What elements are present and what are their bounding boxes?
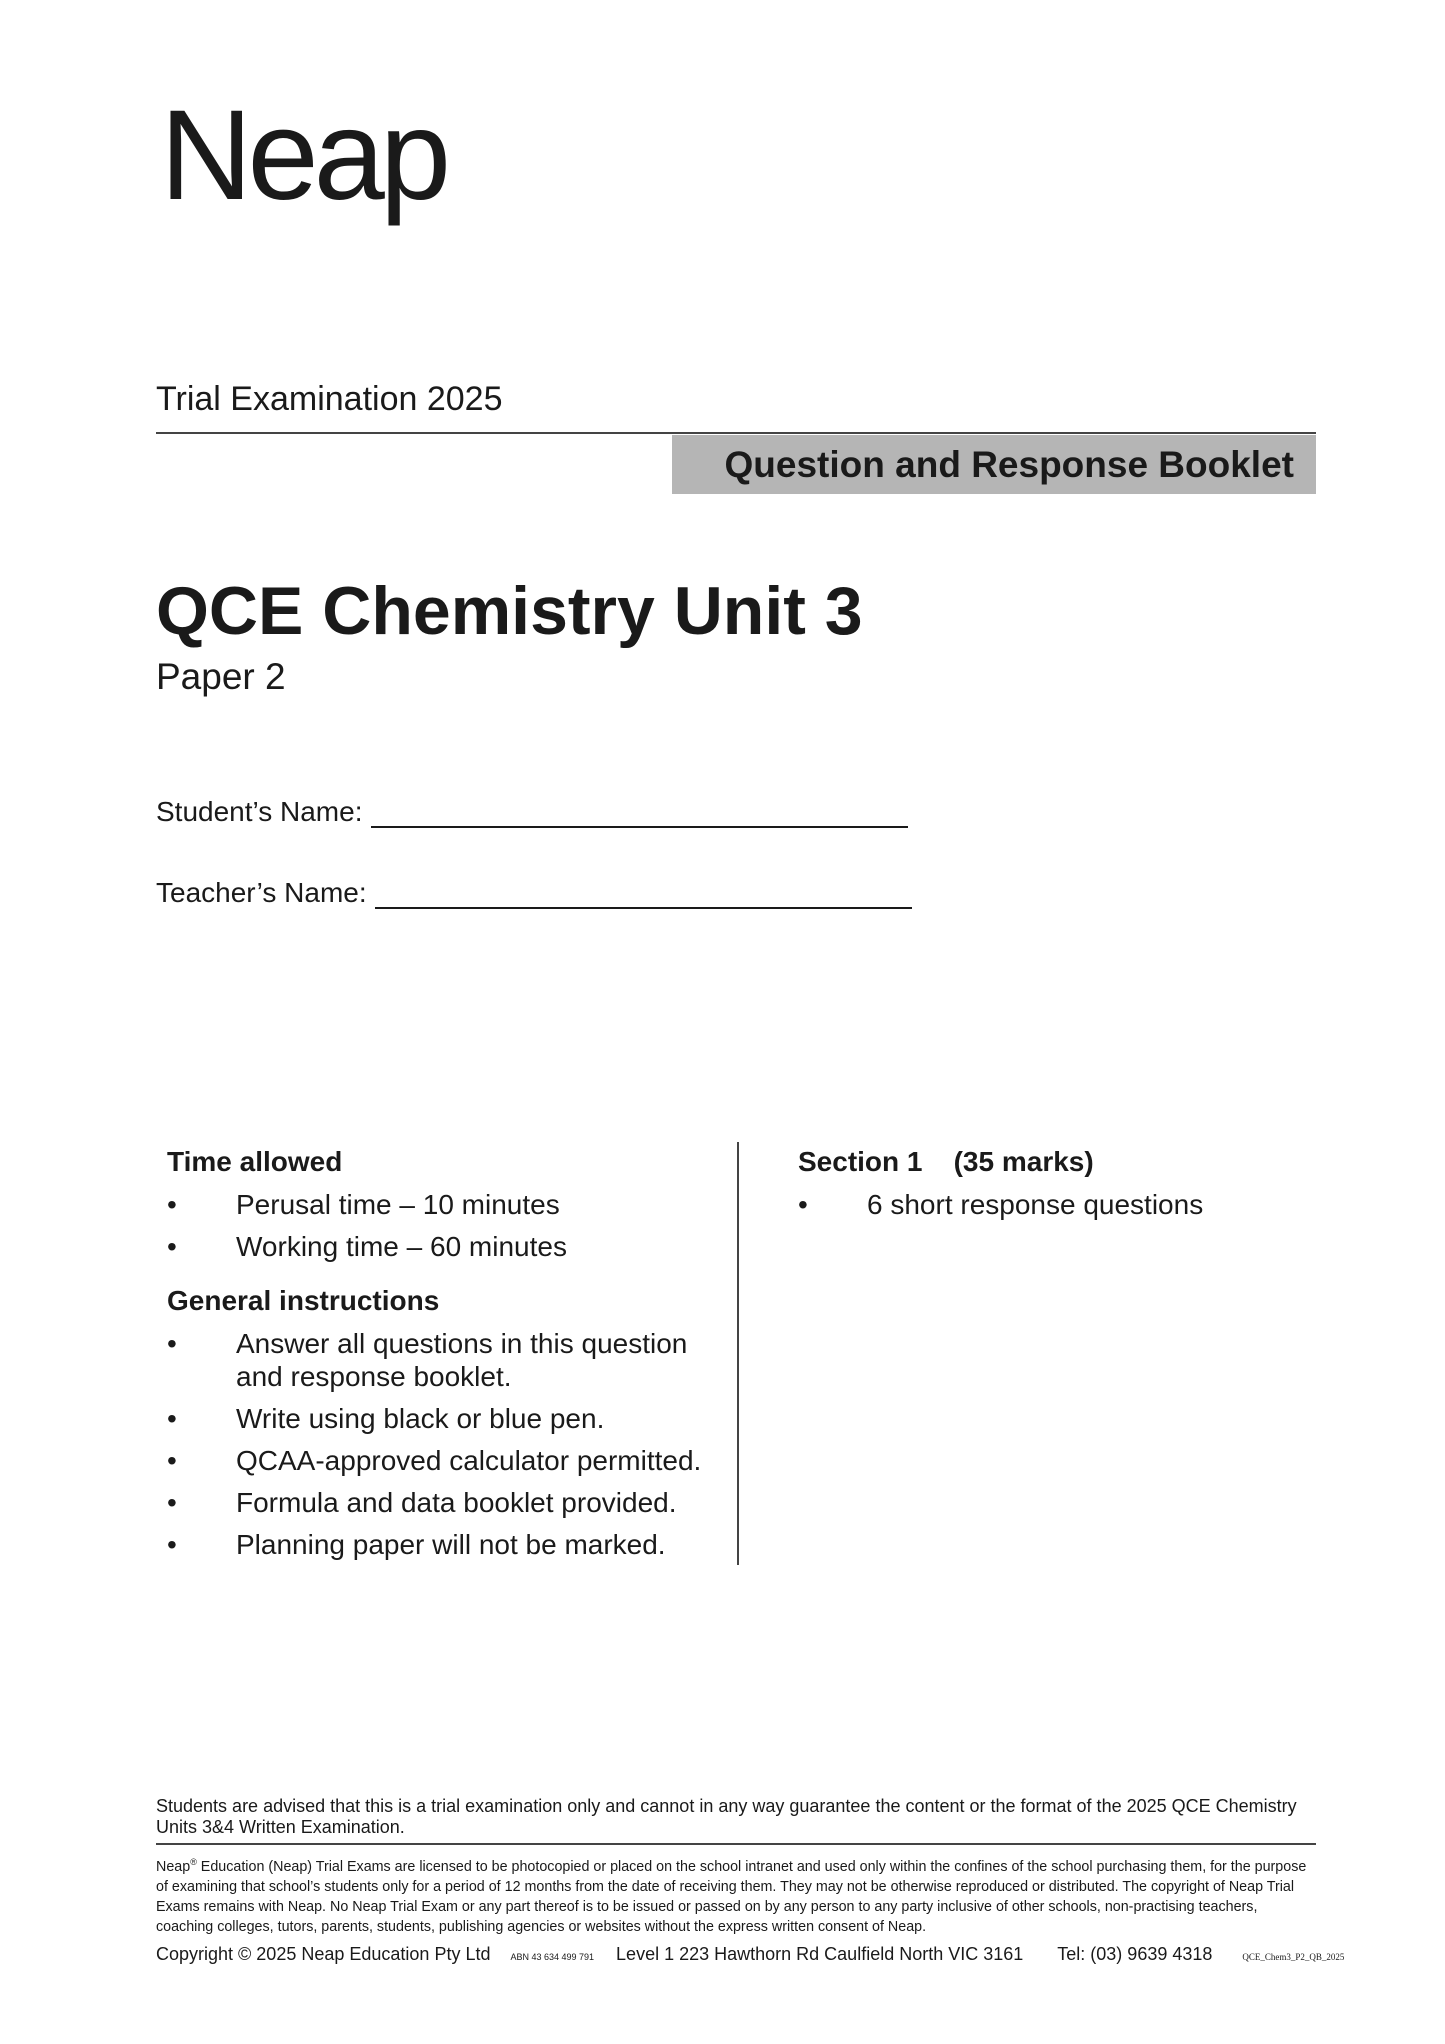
general-instructions-heading: General instructions [167, 1285, 440, 1316]
list-item: • 6 short response questions [798, 1189, 1204, 1220]
list-item: • Working time – 60 minutes [167, 1231, 567, 1262]
telephone: Tel: (03) 9639 4318 [1057, 1944, 1213, 1964]
booklet-type-banner: Question and Response Booklet [672, 435, 1316, 494]
sections-column [798, 1146, 1318, 1243]
bullet-icon: • [167, 1529, 177, 1560]
address: Level 1 223 Hawthorn Rd Caulfield North VIC 3161 [616, 1944, 1024, 1964]
section-heading: Section 1 (35 marks) [798, 1146, 1094, 1177]
document-code: QCE_Chem3_P2_QB_2025 [1242, 1952, 1345, 1962]
list-item: • Planning paper will not be marked. [167, 1529, 666, 1560]
time-list [167, 1188, 727, 1263]
student-name-label: Student’s Name: [156, 796, 363, 827]
bullet-icon: • [167, 1403, 177, 1434]
bullet-icon: • [167, 1328, 177, 1359]
list-item: • QCAA-approved calculator permitted. [167, 1445, 702, 1476]
teacher-name-label: Teacher’s Name: [156, 877, 367, 908]
section-list [798, 1188, 1318, 1221]
paper-subtitle: Paper 2 [156, 656, 286, 697]
neap-logo: Neap [160, 84, 446, 227]
bullet-icon: • [167, 1189, 177, 1220]
abn: ABN 43 634 499 791 [510, 1952, 595, 1962]
instructions-list [167, 1327, 727, 1561]
teacher-name-line[interactable] [375, 879, 912, 909]
bullet-icon: • [167, 1231, 177, 1262]
instructions-column [167, 1146, 727, 1583]
list-item: • Write using black or blue pen. [167, 1403, 605, 1434]
bullet-icon: • [167, 1445, 177, 1476]
header-divider [156, 432, 1316, 434]
copyright: Copyright © 2025 Neap Education Pty Ltd [156, 1944, 491, 1964]
list-item: • Answer all questions in this question and response booklet. [167, 1328, 688, 1392]
license-notice: Neap® Education (Neap) Trial Exams are licensed to be photocopied or placed on the school intranet and used only within the confines of the school purchasing them, for the purpose of examining that school’s students only for a period of 12 months from the date of receiving them. They may not be otherwise reproduced or distributed. The copyright of Neap Trial Exams remains with Neap. No Neap Trial Exam or any part thereof is to be issued or passed on by any person to any party inclusive of other schools, non-practising teachers, coaching colleges, tutors, parents, students, publishing agencies or websites without the express written consent of Neap. [156, 1857, 1307, 1935]
student-name-field[interactable] [156, 796, 908, 828]
footer-divider [156, 1843, 1316, 1845]
time-allowed-heading: Time allowed [167, 1146, 343, 1177]
list-item: • Perusal time – 10 minutes [167, 1189, 560, 1220]
bullet-icon: • [798, 1189, 808, 1220]
student-name-line[interactable] [371, 798, 908, 828]
trial-examination-label: Trial Examination 2025 [156, 380, 503, 418]
copyright-line [156, 1944, 1344, 1965]
trial-disclaimer: Students are advised that this is a trial examination only and cannot in any way guarantee the content or the format of the 2025 QCE Chemistry Units 3&4 Written Examination. [156, 1796, 1297, 1837]
teacher-name-field[interactable] [156, 877, 912, 909]
list-item: • Formula and data booklet provided. [167, 1487, 677, 1518]
bullet-icon: • [167, 1487, 177, 1518]
column-divider [737, 1142, 739, 1565]
page-title: QCE Chemistry Unit 3 [156, 573, 863, 649]
